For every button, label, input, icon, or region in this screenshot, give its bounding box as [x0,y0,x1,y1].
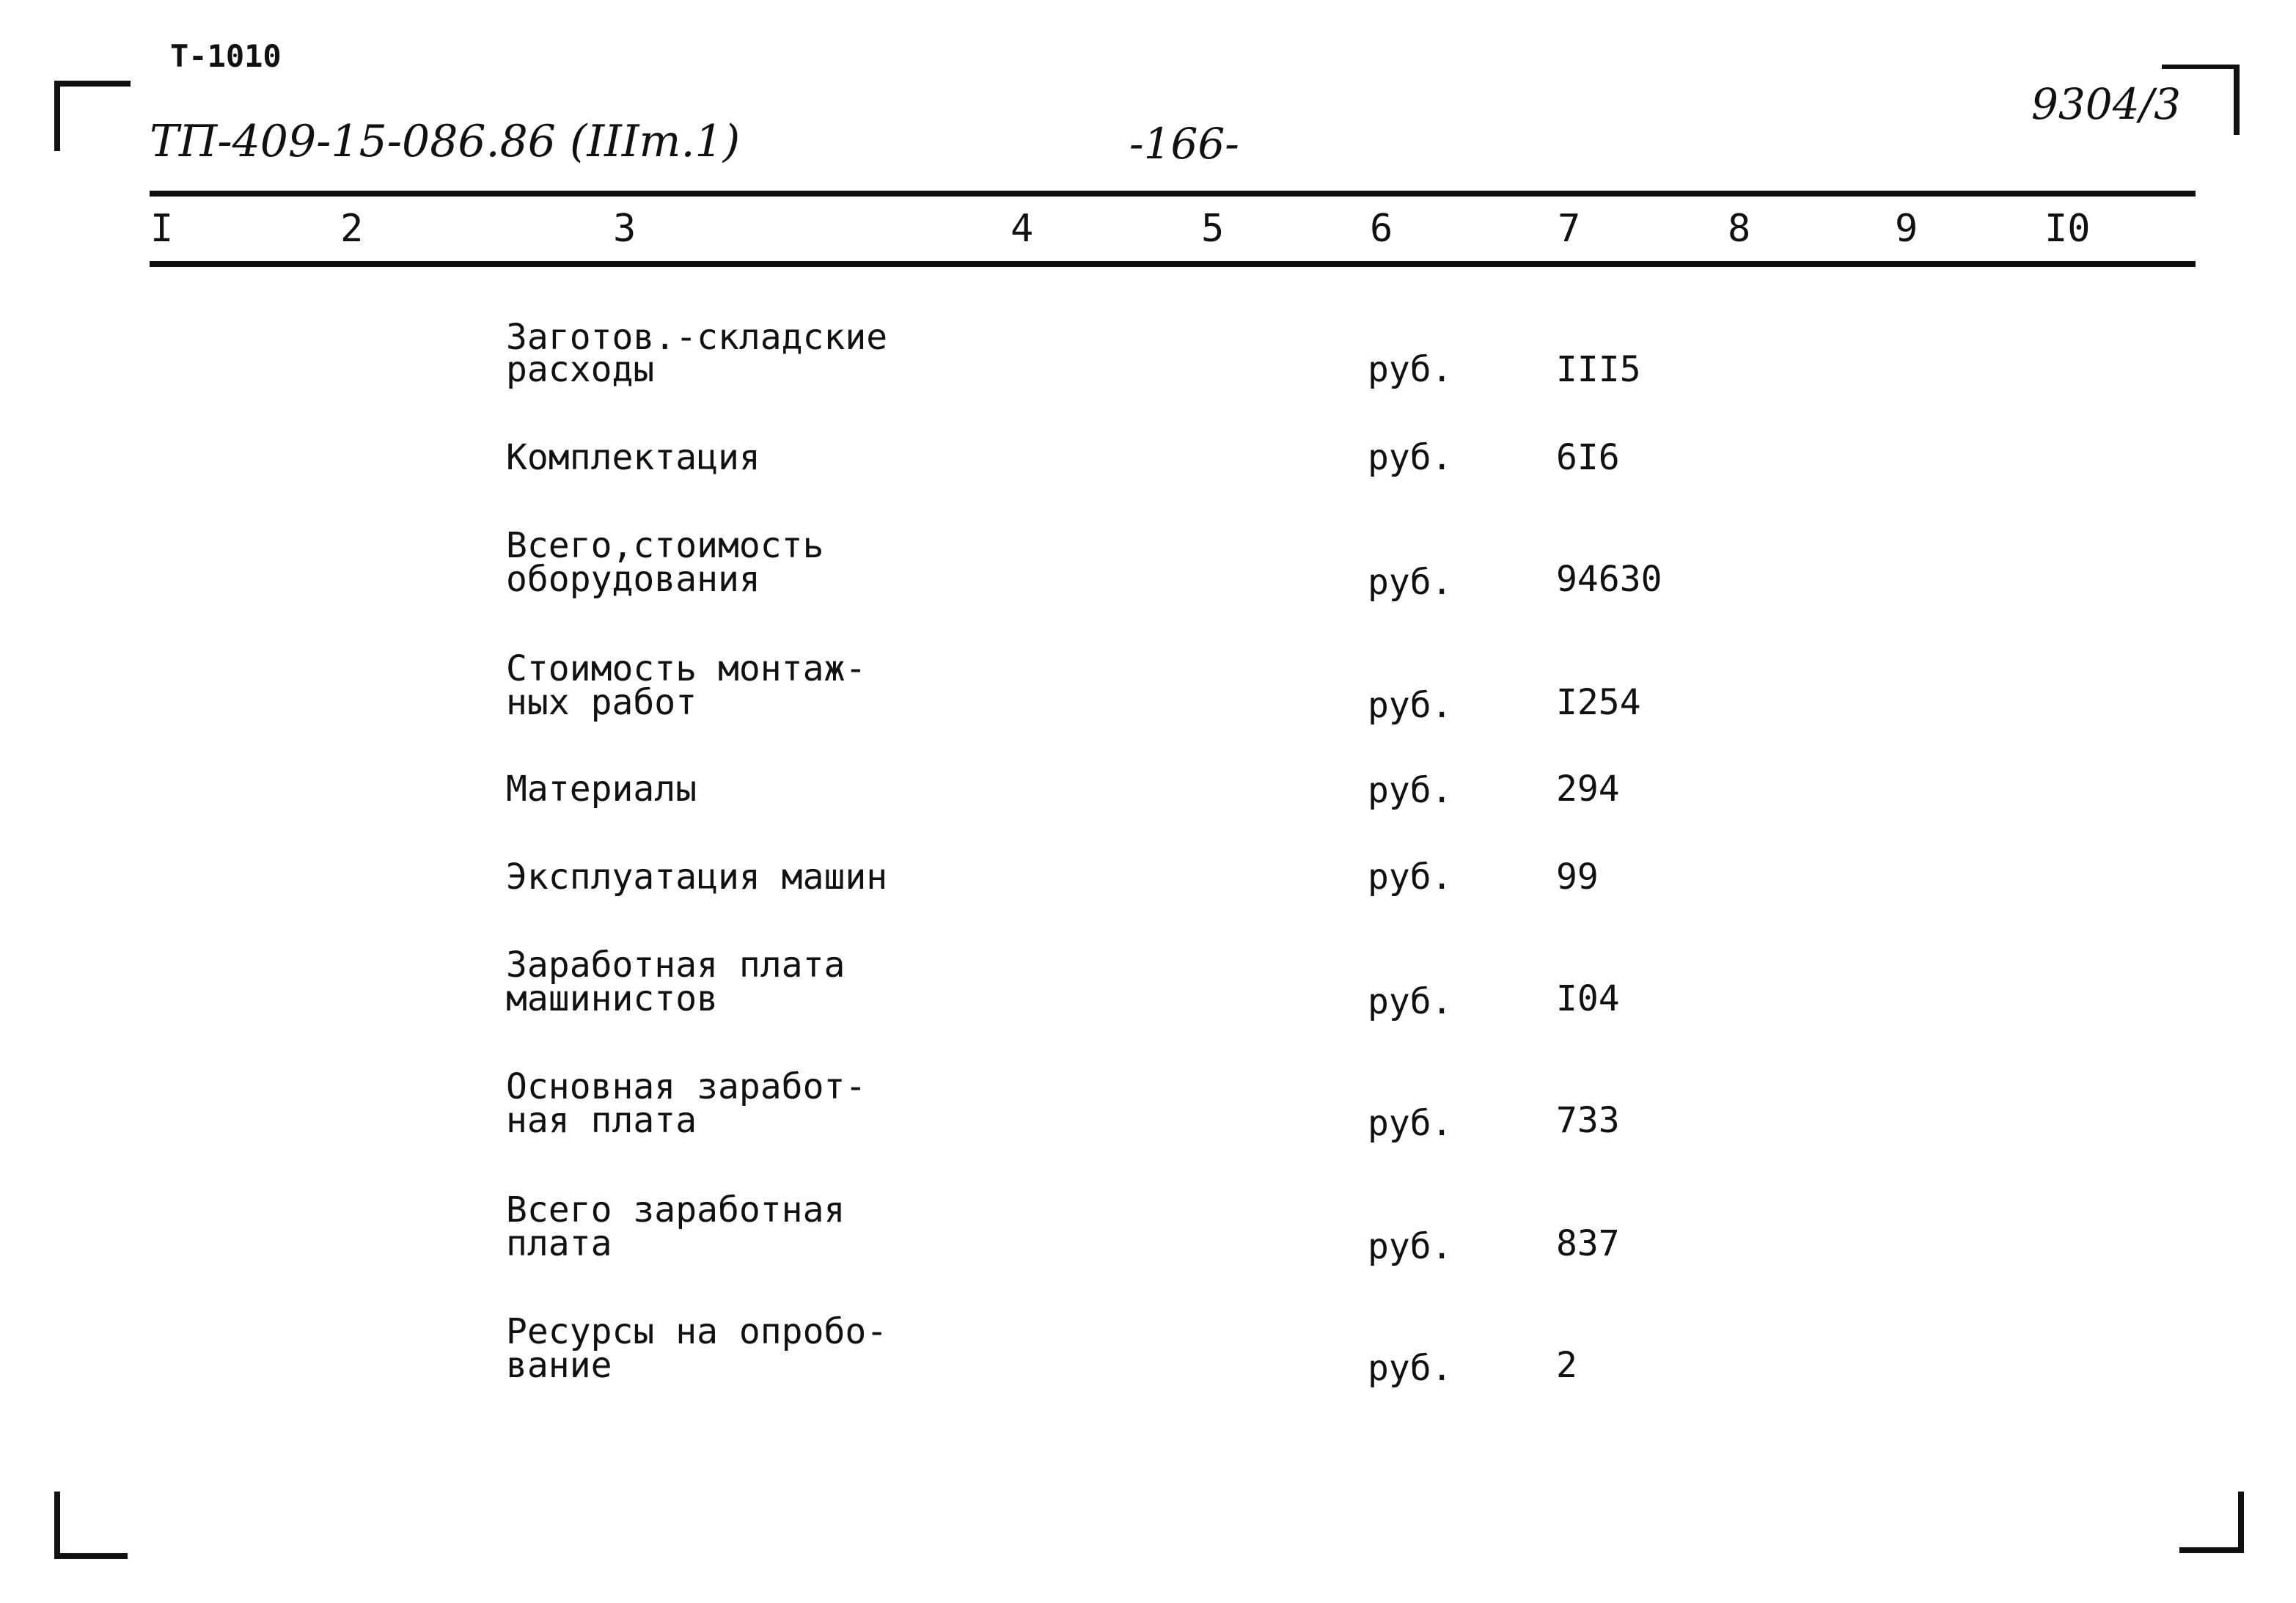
row-label-continued: плата [506,1223,612,1264]
row-unit: руб. [1368,437,1453,478]
column-number: I0 [2044,207,2091,251]
row-label: Всего заработная [506,1189,846,1230]
corner-mark-top-right [2234,65,2240,135]
column-number: 8 [1728,207,1751,251]
column-number: 7 [1558,207,1581,251]
row-unit: руб. [1368,1226,1453,1267]
row-label-continued: машинистов [506,978,718,1019]
row-label: Комплектация [506,437,760,478]
row-label: Стоимость монтаж- [506,648,867,689]
row-unit: руб. [1368,856,1453,898]
column-number: I [150,207,174,251]
row-label-continued: расходы [506,349,655,390]
row-value: 99 [1556,856,1599,898]
row-value: 6I6 [1556,437,1620,478]
corner-mark-bottom-right [2238,1492,2244,1553]
row-value: 294 [1556,769,1620,810]
row-label: Материалы [506,769,697,810]
corner-mark-bottom-left [54,1492,60,1559]
row-value: 837 [1556,1223,1620,1264]
row-label: Всего,стоимость [506,525,824,566]
row-label-continued: оборудования [506,559,760,600]
row-label-continued: ных работ [506,682,697,723]
column-number: 2 [340,207,364,251]
row-label-continued: ная плата [506,1100,697,1141]
table-header-bottom-rule [150,261,2196,267]
row-unit: руб. [1368,1348,1453,1389]
row-value: 94630 [1556,559,1662,600]
document-number: ТП-409-15-086.86 (IIIт.1) [150,116,741,167]
row-unit: руб. [1368,562,1453,603]
corner-mark-top-left [54,81,60,151]
corner-mark-top-left [54,81,131,87]
row-value: I04 [1556,978,1620,1019]
row-value: 2 [1556,1345,1577,1386]
column-number: 6 [1370,207,1393,251]
row-unit: руб. [1368,770,1453,811]
row-unit: руб. [1368,1103,1453,1144]
corner-mark-top-right [2162,65,2240,69]
corner-mark-bottom-left [54,1553,128,1559]
page-number: -166- [1129,119,1239,169]
document-code: Т-1010 [170,38,282,74]
column-number: 5 [1201,207,1225,251]
row-unit: руб. [1368,349,1453,390]
row-label: Эксплуатация машин [506,856,888,898]
column-number: 9 [1895,207,1918,251]
row-unit: руб. [1368,981,1453,1022]
row-value: III5 [1556,349,1641,390]
row-unit: руб. [1368,685,1453,726]
corner-mark-bottom-right [2179,1547,2244,1553]
column-number: 3 [613,207,637,251]
row-label-continued: вание [506,1345,612,1386]
row-value: I254 [1556,682,1641,723]
table-top-rule [150,191,2196,197]
row-label: Ресурсы на опробо- [506,1311,888,1352]
column-number: 4 [1011,207,1034,251]
row-label: Заработная плата [506,944,846,986]
row-value: 733 [1556,1100,1620,1141]
row-label: Основная заработ- [506,1066,867,1107]
row-label: Заготов.-складские [506,317,888,358]
archive-stamp-number: 9304/3 [2031,79,2182,129]
